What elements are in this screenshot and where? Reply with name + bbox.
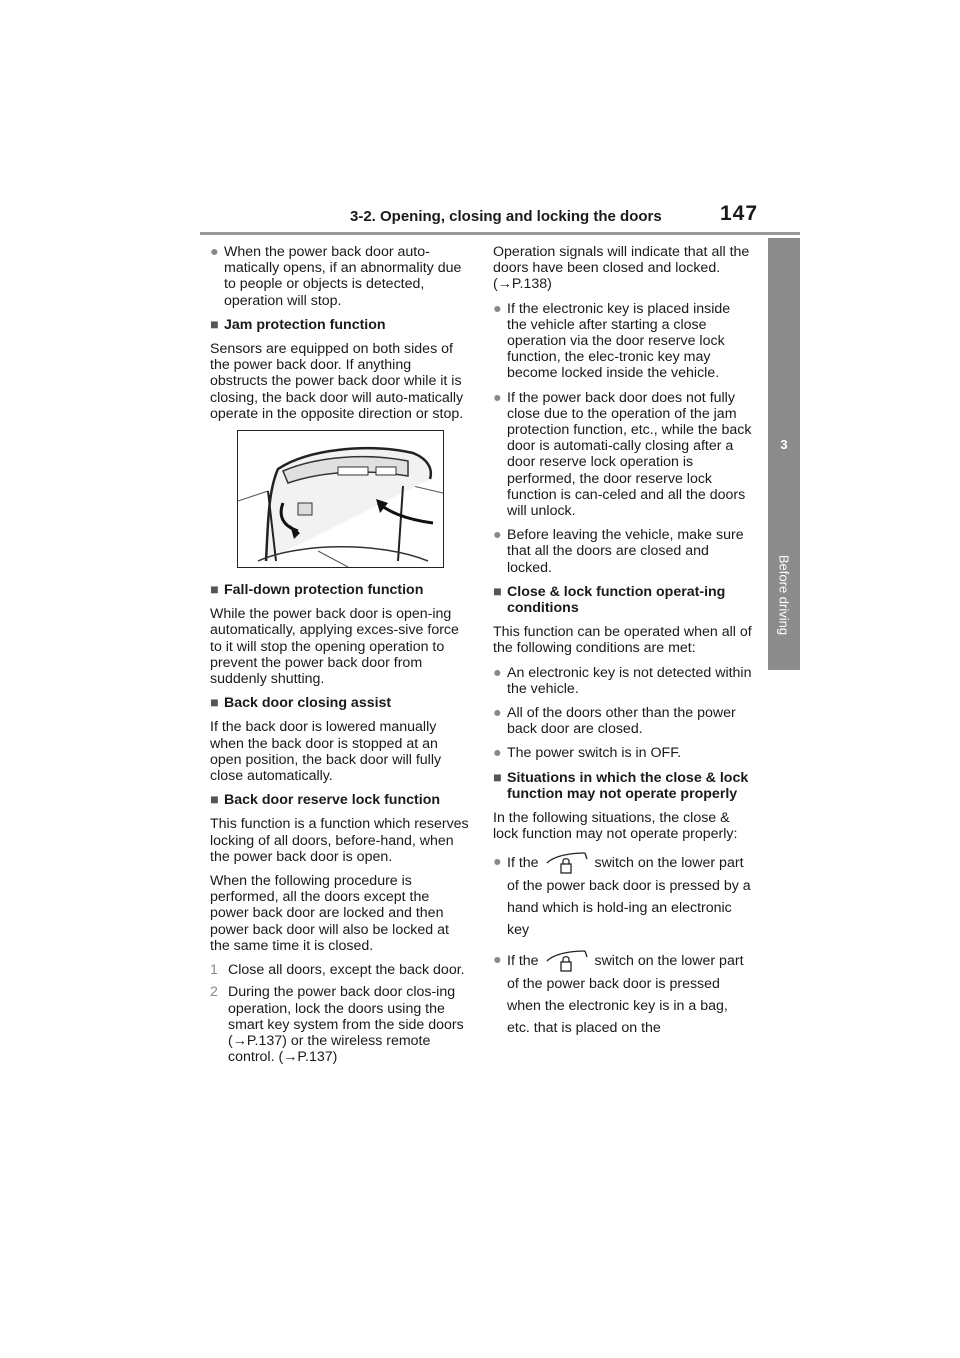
left-column	[210, 244, 470, 1071]
list-item: ● If the switch on the lower part of the power back door is pressed by a hand which is hold-ing an electronic key	[493, 851, 753, 941]
step-item: 2 During the power back door clos-ing operation, lock the doors using the smart key system from the side doors (→P.137) or the wireless remote control. (→P.137)	[210, 984, 464, 1066]
bullet-icon: ●	[493, 664, 502, 681]
back-door-lock-switch-icon	[545, 949, 589, 973]
paragraph: When the following procedure is performed, all the doors except the power back door are locked and then power back door will also be locked at the same time it is closed.	[210, 873, 449, 954]
section-heading: ■ Back door closing assist	[210, 695, 392, 712]
list-item: ● An electronic key is not detected within the vehicle.	[493, 664, 752, 697]
step-number: 1	[210, 962, 218, 979]
step-number: 2	[210, 984, 218, 1001]
section-heading: ■ Situations in which the close & lock function may not operate properly	[493, 769, 749, 802]
section-heading: ■ Fall-down protection function	[210, 582, 424, 599]
page-number: 147	[720, 202, 759, 225]
back-door-illustration	[237, 430, 444, 568]
paragraph: While the power back door is open-ing automatically, applying exces-sive force to it will stop the opening operation to prevent the power back door from suddenly shutting.	[210, 606, 459, 688]
square-icon: ■	[210, 316, 219, 333]
paragraph: In the following situations, the close & lock function may not operate properly:	[493, 810, 738, 843]
paragraph: Operation signals will indicate that all the doors have been closed and locked. (→P.138)	[493, 244, 750, 293]
bullet-icon: ●	[493, 300, 502, 317]
paragraph: If the back door is lowered manually when the back door is stopped at an open position, the back door will fully close automatically.	[210, 719, 442, 785]
square-icon: ■	[210, 792, 219, 809]
paragraph: This function is a function which reserves locking of all doors, before-hand, when the power back door is open.	[210, 816, 469, 865]
square-icon: ■	[210, 582, 219, 599]
section-heading: ■ Jam protection function	[210, 316, 386, 333]
list-item: ● The power switch is in OFF.	[493, 745, 682, 762]
list-item: ● If the power back door does not fully close due to the operation of the jam protection function, etc., while the back door is automati-cally closing after a door reserve lock operation is performed, the door reserve lock function is can-celed and all the doors will unlock.	[493, 389, 752, 520]
section-heading: ■ Close & lock function operat-ing conditions	[493, 583, 726, 617]
square-icon: ■	[493, 769, 502, 786]
page-header	[200, 200, 800, 236]
square-icon: ■	[493, 583, 502, 600]
header-rule	[200, 232, 800, 235]
section-heading: ■ Back door reserve lock function	[210, 792, 441, 809]
chapter-label: Before driving	[776, 554, 792, 636]
paragraph: Sensors are equipped on both sides of the power back door. If anything obstructs the power back door while it is closing, the back door will auto-matically operate in the opposite direction or stop.	[210, 341, 464, 422]
bullet-icon: ●	[493, 853, 502, 870]
bullet-icon: ●	[493, 389, 502, 406]
bullet-icon: ●	[493, 951, 502, 968]
bullet-icon: ●	[493, 745, 502, 762]
bullet-icon: ●	[210, 244, 219, 260]
list-item: ● All of the doors other than the power back door are closed.	[493, 705, 736, 738]
paragraph: This function can be operated when all of the following conditions are met:	[493, 624, 752, 657]
chapter-number: 3	[780, 437, 788, 452]
back-door-lock-switch-icon	[545, 851, 589, 875]
bullet-icon: ●	[493, 527, 502, 544]
section-title: 3-2. Opening, closing and locking the doors	[350, 208, 662, 225]
list-item: ● If the switch on the lower part of the power back door is pressed when the electronic key is in a bag, etc. that is placed on the	[493, 949, 753, 1039]
step-item: 1 Close all doors, except the back door.	[210, 962, 465, 979]
bullet-icon: ●	[493, 705, 502, 722]
back-door-image	[238, 431, 443, 567]
list-item: ● Before leaving the vehicle, make sure that all the doors are closed and locked.	[493, 527, 744, 576]
square-icon: ■	[210, 695, 219, 712]
right-column	[493, 244, 753, 1047]
list-item: ● When the power back door auto-matically opens, if an abnormality due to people or objects is detected, operation will stop.	[210, 244, 462, 309]
list-item: ● If the electronic key is placed inside the vehicle after starting a close operation via the door reserve lock function, the elec-tronic key may become locked inside the vehicle.	[493, 300, 731, 382]
